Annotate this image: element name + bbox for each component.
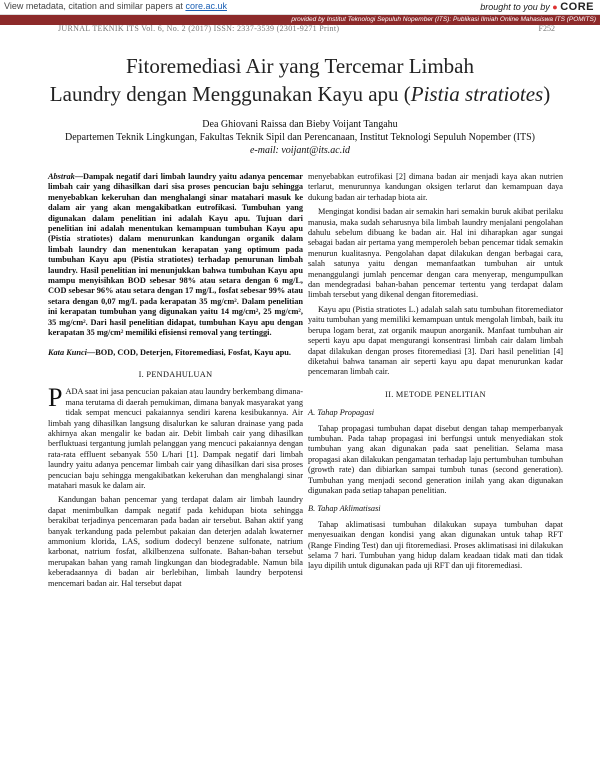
title-line-2 — [40, 80, 560, 108]
subsection-heading-acclimatization: B. Tahap Aklimatisasi — [308, 504, 381, 514]
affiliation: Departemen Teknik Lingkungan, Fakultas Teknik Sipil dan Perencanaan, Institut Teknologi Sepuluh Nopember (ITS) — [64, 132, 536, 143]
core-metadata-notice — [4, 1, 227, 11]
left-column — [48, 172, 303, 593]
core-metadata-text: View metadata, citation and similar papers at — [4, 1, 186, 11]
core-link[interactable]: core.ac.uk — [185, 1, 227, 11]
title-line-2-end: ) — [543, 82, 551, 106]
email: e-mail: voijant@its.ac.id — [249, 145, 350, 156]
keywords-text: —BOD, COD, Deterjen, Fitoremediasi, Fosfat, Kayu apu. — [86, 347, 291, 357]
paper-title — [40, 52, 560, 108]
core-brand-name: CORE — [560, 1, 594, 13]
intro-paragraph-1 — [48, 383, 303, 491]
propagation-paragraph: Tahap propagasi tumbuhan dapat disebut dengan tahap memperbanyak tumbuhan. Pada tahap propagasi ini berfungsi untuk menyediakan stok tumbuhan yang akan digunakan pada saat penelitian. Selama masa propagasi akan dilakukan pengamatan terhadap laju pertumbuhan tumbuhan (growth rate) dan dibiarkan sampai tumbuh tunas (second generation). Tumbuhan yang menjadi second generation inilah yang akan digunakan digunakan pada setiap tahapan penelitian. — [308, 423, 563, 495]
core-banner — [0, 0, 600, 15]
section-heading-introduction: I. PENDAHULUAN — [138, 369, 213, 379]
abstract — [48, 172, 303, 339]
title-species: Pistia stratiotes — [410, 82, 544, 106]
subsection-heading-propagation: A. Tahap Propagasi — [308, 408, 375, 418]
journal-header: JURNAL TEKNIK ITS Vol. 6, No. 2 (2017) ISSN: 2337-3539 (2301-9271 Print) — [58, 24, 340, 33]
page-number: F252 — [538, 24, 555, 33]
right-paragraph-3: Kayu apu (Pistia stratiotes L.) adalah salah satu tumbuhan fitoremediator yaitu tumbuhan yang memiliki kemampuan untuk mengolah limbah, baik itu berupa logam berat, zat organik maupun anorganik. Manfaat tumbuhan air seperti kayu apu dapat mengurangi konsentrasi limbah cair dalam limbah dapat dilakukan dengan proses fitoremediasi [3]. Dari hasil penelitian [4] diketahui bahwa tanaman air seperti kayu apu dapat menurunkan kadar pencemaran limbah cair. — [308, 304, 563, 377]
right-paragraph-1: menyebabkan eutrofikasi [2] dimana badan air menjadi kaya akan nutrien terlarut, menurunnya kandungan oksigen terlarut dan kemampuan daya dukung badan air terhadap biota air. — [308, 172, 563, 202]
core-brand[interactable] — [480, 1, 594, 13]
core-logo-icon: ● — [552, 2, 558, 12]
intro-paragraph-2: Kandungan bahan pencemar yang terdapat dalam air limbah laundry dapat menimbulkan dampak negatif pada kehidupan biota sehingga berakibat terjadinya pencemaran pada badan air tersebut. Bahan aktif yang banyak terkandung pada pelembut pakaian dan deterjen adalah kwaterner ammonium klorida, LAS, sodium dodecyl benzene sulfonate, natrium karbonat, natrium fosfat, alkilbenzena sulfonate. Bahan-bahan tersebut merupakan bahan yang ramah lingkungan dan biodegradable. Namun bila keberadaannya di badan air berlebihan, limbah laundry berpotensi mencemari badan air. Hal tersebut dapat — [48, 495, 303, 588]
core-brought-by: brought to you by — [480, 2, 550, 12]
intro-paragraph-1-text: ADA saat ini jasa pencucian pakaian atau laundry berkembang dimana-mana terutama di daerah pemukiman, dimana banyak masyarakat yang tidak sempat mencuci pakaiannya sendiri karena kesibukannya. Air limbah yang dihasilkan langsung disalurkan ke saluran drainase yang pada akhirnya akan mengalir ke badan air. Debit limbah cair yang dihasilkan berfluktuasi tergantung jumlah pelanggan yang mencuci pakaiannya dengan rata-rata effluent sebanyak 550 L/hari [1]. Dampak negatif dari limbah laundry yaitu adanya pencemar limbah cair yang dihasilkan dari sisa proses pencucian baju sehingga mengakibatkan kekeruhan dan menghalangi sinar matahari masuk ke dalam air. — [48, 387, 303, 490]
drop-cap: P — [48, 383, 63, 413]
authors: Dea Ghiovani Raissa dan Bieby Voijant Tangahu — [202, 119, 398, 130]
title-line-2-text: Laundry dengan Menggunakan Kayu apu ( — [49, 82, 411, 106]
right-paragraph-2: Mengingat kondisi badan air semakin hari semakin buruk akibat perilaku manusia, maka sudah seharusnya bila limbah laundry menjalani pengolahan dahulu sebelum dibuang ke badan air. Hal ini diharapkan agar sungai sebagai badan air pertama yang memperoleh beban pencemar tidak semakin menurun kualitasnya. Pengolahan dapat dilakukan dengan berbagai cara, salah satunya yaitu dengan memanfaatkan tumbuhan air untuk menanggulangi jumlah pencemar dengan cara menyerap, mengumpulkan dan mendegradasi bahan-bahan pencemar tertentu yang terdapat dalam limbah tersebut yang dikenal dengan fitoremediasi. — [308, 207, 563, 300]
section-heading-methods: II. METODE PENELITIAN — [385, 389, 486, 399]
keywords — [48, 348, 303, 358]
abstract-text: —Dampak negatif dari limbah laundry yaitu adanya pencemar limbah cair yang dihasilkan dari sisa proses pencucian baju sehingga menyebabkan kekeruhan dan menghalangi sinar matahari masuk ke dalam air yang akan mengakibatkan eutrofikasi. Tumbuhan yang digunakan dalam penelitian ini adalah Kayu apu. Tujuan dari penelitian ini adalah menentukan kemampuan tumbuhan Kayu apu (Pistia stratiotes) dalam menurunkan kandungan organik dalam limbah laundry dan menentukan kerapatan yang optimum pada tumbuhan Kayu apu (Pistia stratiotes) terhadap penurunan limbah laundry. Hasil penelitian ini menunjukkan bahwa tumbuhan Kayu apu mampu menyisihkan BOD sebesar 98% atau setara dengan 6 mg/L, COD sebesar 96% atau setara dengan 17 mg/L, fosfat sebesar 99% atau setara dengan 0,07 mg/L pada kerapatan 35 mg/cm². Dalam penelitian ini kerapatan tumbuhan yang digunakan yaitu 14 mg/cm², 25 mg/cm², 35 mg/cm². Dari hasil penelitian didapat, tumbuhan Kayu apu dengan kerapatan 35 mg/cm² memiliki efisiensi removal yang tertinggi. — [48, 172, 303, 338]
right-column — [308, 172, 563, 576]
keywords-lead: Kata Kunci — [48, 347, 87, 357]
acclimatization-paragraph: Tahap aklimatisasi tumbuhan dilakukan supaya tumbuhan dapat menyesuaikan dengan kondisi yang akan digunakan untuk tahap RFT (Range Finding Test) dan uji fitoremediasi. Proses aklimatisasi ini dilakukan selama 7 hari. Tumbuhan yang hidup dalam keadaan tidak mati dan tidak layu dipilih untuk digunakan pada uji RFT dan uji fitoremediasi. — [308, 519, 563, 571]
provider-text[interactable]: provided by Institut Teknologi Sepuluh Nopember (ITS): Publikasi Ilmiah Online Mahasiswa ITS (POMITS) — [291, 16, 596, 23]
abstract-lead: Abstrak — [48, 172, 75, 181]
title-line-1: Fitoremediasi Air yang Tercemar Limbah — [125, 54, 475, 78]
